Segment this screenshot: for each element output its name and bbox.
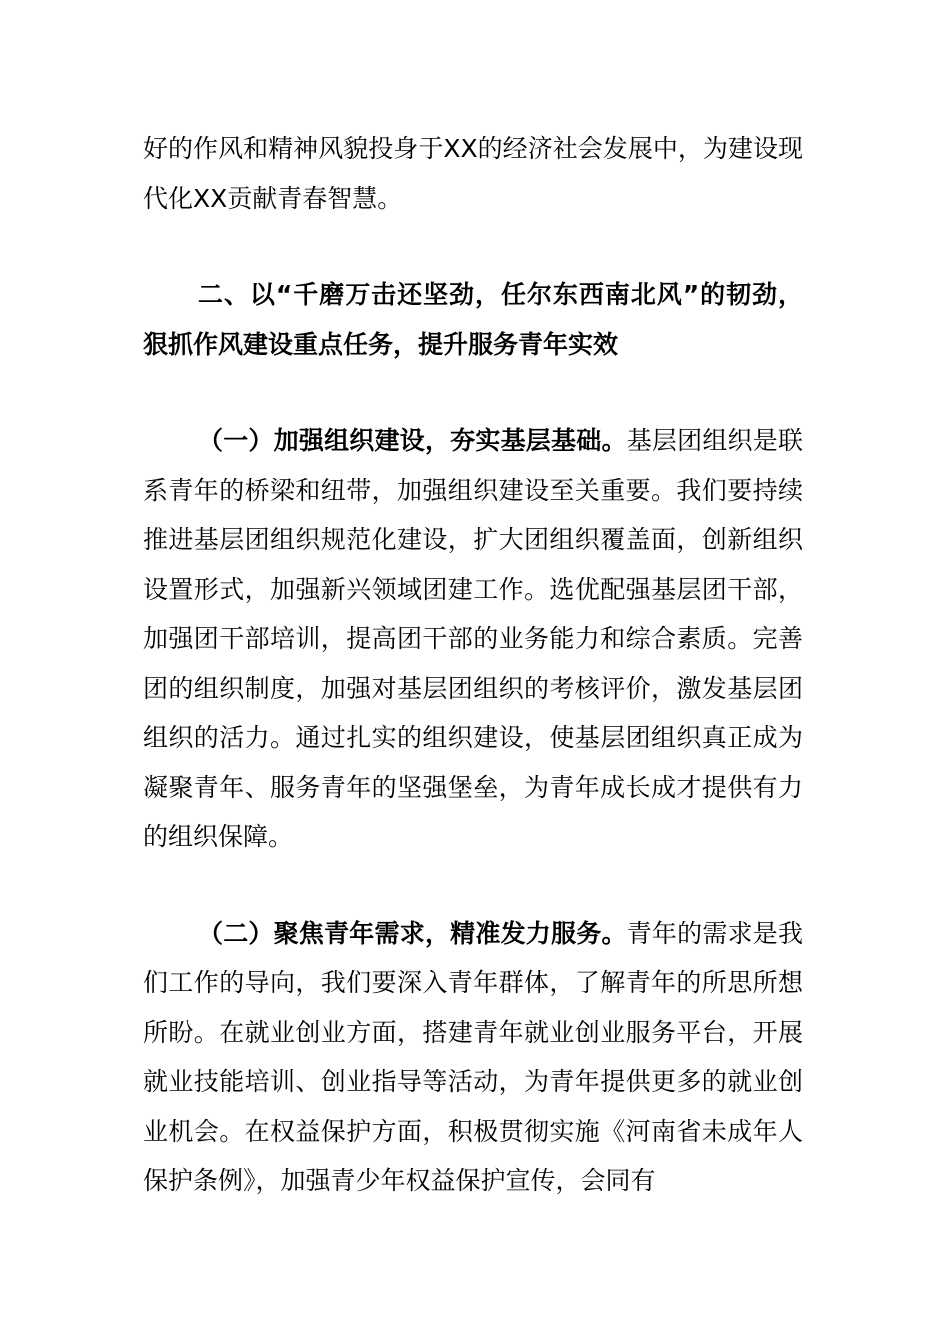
document-page bbox=[143, 124, 803, 1206]
subsection-2-body: 青年的需求是我们工作的导向，我们要深入青年群体，了解青年的所思所想所盼。在就业创业方面，搭建青年就业创业服务平台，开展就业技能培训、创业指导等活动，为青年提供更多的就业创业机会。在权益保护方面，积极贯彻实施《河南省未成年人保护条例》，加强青少年权益保护宣传，会同有 bbox=[143, 918, 803, 1195]
subsection-1-lead: （一）加强组织建设，夯实基层基础。 bbox=[198, 426, 627, 455]
subsection-2-lead: （二）聚焦青年需求，精准发力服务。 bbox=[198, 918, 627, 948]
subsection-paragraph-2 bbox=[143, 909, 803, 1206]
continuation-paragraph: 好的作风和精神风貌投身于XX的经济社会发展中，为建设现代化XX贡献青春智慧。 bbox=[143, 134, 803, 213]
section-heading: 二、以“千磨万击还坚劲，任尔东西南北风”的韧劲，狠抓作风建设重点任务，提升服务青年实效 bbox=[143, 280, 803, 359]
subsection-paragraph-1 bbox=[143, 416, 803, 862]
subsection-1-body: 基层团组织是联系青年的桥梁和纽带，加强组织建设至关重要。我们要持续推进基层团组织规范化建设，扩大团组织覆盖面，创新组织设置形式，加强新兴领域团建工作。选优配强基层团干部，加强团干部培训，提高团干部的业务能力和综合素质。完善团的组织制度，加强对基层团组织的考核评价，激发基层团组织的活力。通过扎实的组织建设，使基层团组织真正成为凝聚青年、服务青年的坚强堡垒，为青年成长成才提供有力的组织保障。 bbox=[143, 426, 803, 851]
